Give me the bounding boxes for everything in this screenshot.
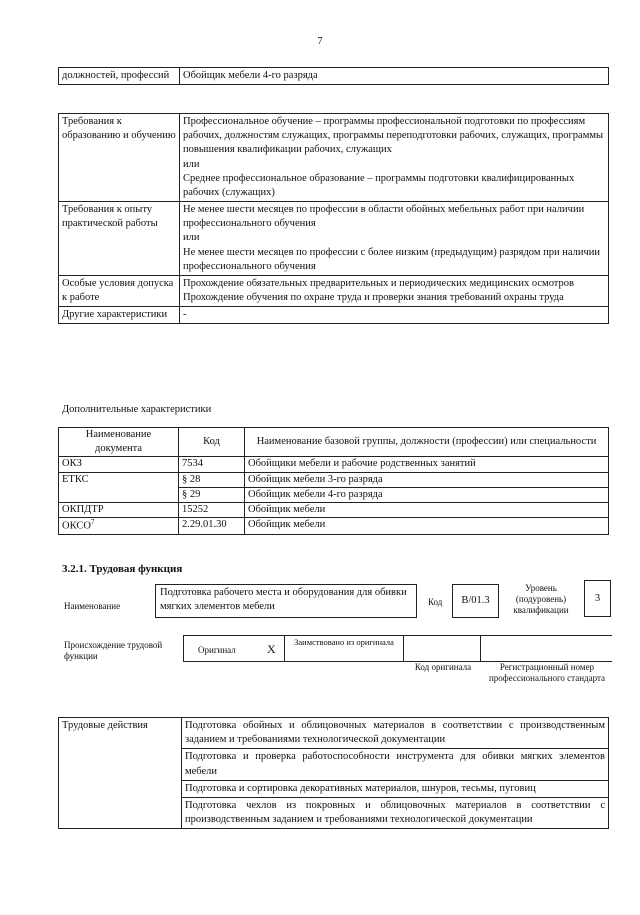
header-name: Наименование базовой группы, должности (профессии) или специальности [245,428,609,457]
labor-action-item: Подготовка чехлов из покровных и облицовочных материалов в соответствии с производственным заданием и требованиями технологической документации [182,797,609,828]
table-row [59,518,609,535]
header-code: Код [179,428,245,457]
labor-actions-label: Трудовые действия [59,718,182,829]
original-label: Оригинал [198,645,236,655]
position-label: должностей, профессий [59,68,180,85]
additional-table [58,427,609,535]
borrowed-label: Заимствовано из оригинала [294,637,394,647]
name-cell: Обойщик мебели [245,502,609,517]
name-cell: Обойщики мебели и рабочие родственных занятий [245,457,609,472]
req-line: Прохождение обучения по охране труда и проверки знания требований охраны труда [183,292,564,304]
req-line: или [183,158,200,170]
name-cell: Обойщик мебели [245,518,609,535]
doc-cell: ОКПДТР [59,502,179,517]
code-original-label: Код оригинала [414,662,472,672]
req-label: Требования к опыту практической работы [59,202,180,276]
req-value [180,307,609,324]
labor-actions-table [58,717,609,829]
req-label: Другие характеристики [59,307,180,324]
req-line: или [183,232,200,244]
req-row-education [59,114,609,202]
name-cell: Обойщик мебели 3-го разряда [245,472,609,487]
position-value: Обойщик мебели 4-го разряда [180,68,609,85]
table-row [59,457,609,472]
req-line: Прохождение обязательных предварительных и периодических медицинских осмотров [183,277,574,289]
code-cell: 7534 [179,457,245,472]
additional-title: Дополнительные характеристики [62,404,212,415]
req-line: Не менее шести месяцев по профессии с более низким (предыдущим) разрядом при наличии профессионального обучения [183,246,600,272]
table-row [59,472,609,487]
req-line: Не менее шести месяцев по профессии в области обойных мебельных работ при наличии профессионального обучения [183,204,585,230]
labor-action-item: Подготовка и сортировка декоративных материалов, шнуров, тесьмы, пуговиц [182,780,609,797]
req-value [180,202,609,276]
divider [403,635,404,662]
doc-cell: ЕТКС [59,472,179,502]
divider [284,635,285,662]
original-mark: X [267,642,276,656]
doc-name: ОКСО [62,520,91,532]
function-code-value: B/01.3 [452,584,499,618]
labor-action-item: Подготовка и проверка работоспособности инструмента для обивки мягких элементов мебели [182,749,609,780]
doc-cell: ОКЗ [59,457,179,472]
req-value [180,114,609,202]
req-line: Профессиональное обучение – программы профессиональной подготовки по профессиям рабочих, должностям служащих, программы переподготовки рабочих, служащих, программы повышения квалификации рабочих, служащих [183,116,604,156]
req-row-other [59,307,609,324]
code-cell: § 28 [179,472,245,487]
position-table [58,67,609,85]
requirements-table [58,113,609,324]
req-label: Особые условия допуска к работе [59,275,180,306]
function-name-label: Наименование [64,601,121,611]
req-row-conditions [59,275,609,306]
additional-header-row [59,428,609,457]
req-line: Среднее профессиональное образование – программы подготовки квалифицированных рабочих (служащих) [183,172,575,198]
code-cell: § 29 [179,487,245,502]
req-line: - [183,309,187,321]
name-cell: Обойщик мебели 4-го разряда [245,487,609,502]
table-row [59,718,609,749]
function-name-value: Подготовка рабочего места и оборудования для обивки мягких элементов мебели [155,584,417,618]
level-value: 3 [584,580,611,617]
code-label: Код [428,597,443,607]
doc-cell [59,518,179,535]
req-value [180,275,609,306]
labor-action-item: Подготовка обойных и облицовочных материалов в соответствии с производственным заданием и требованиями технологической документации [182,718,609,749]
req-label: Требования к образованию и обучению [59,114,180,202]
table-row [59,502,609,517]
origin-label: Происхождение трудовой функции [64,640,163,661]
footnote-mark: 7 [90,518,95,527]
code-cell: 2.29.01.30 [179,518,245,535]
page-number: 7 [317,36,323,47]
code-cell: 15252 [179,502,245,517]
reg-number-label: Регистрационный номер профессионального стандарта [488,662,606,683]
req-row-experience [59,202,609,276]
divider [480,635,481,662]
header-doc: Наименование документа [59,428,179,457]
function-title: 3.2.1. Трудовая функция [62,563,183,575]
level-label: Уровень (подуровень) квалификации [513,583,569,615]
